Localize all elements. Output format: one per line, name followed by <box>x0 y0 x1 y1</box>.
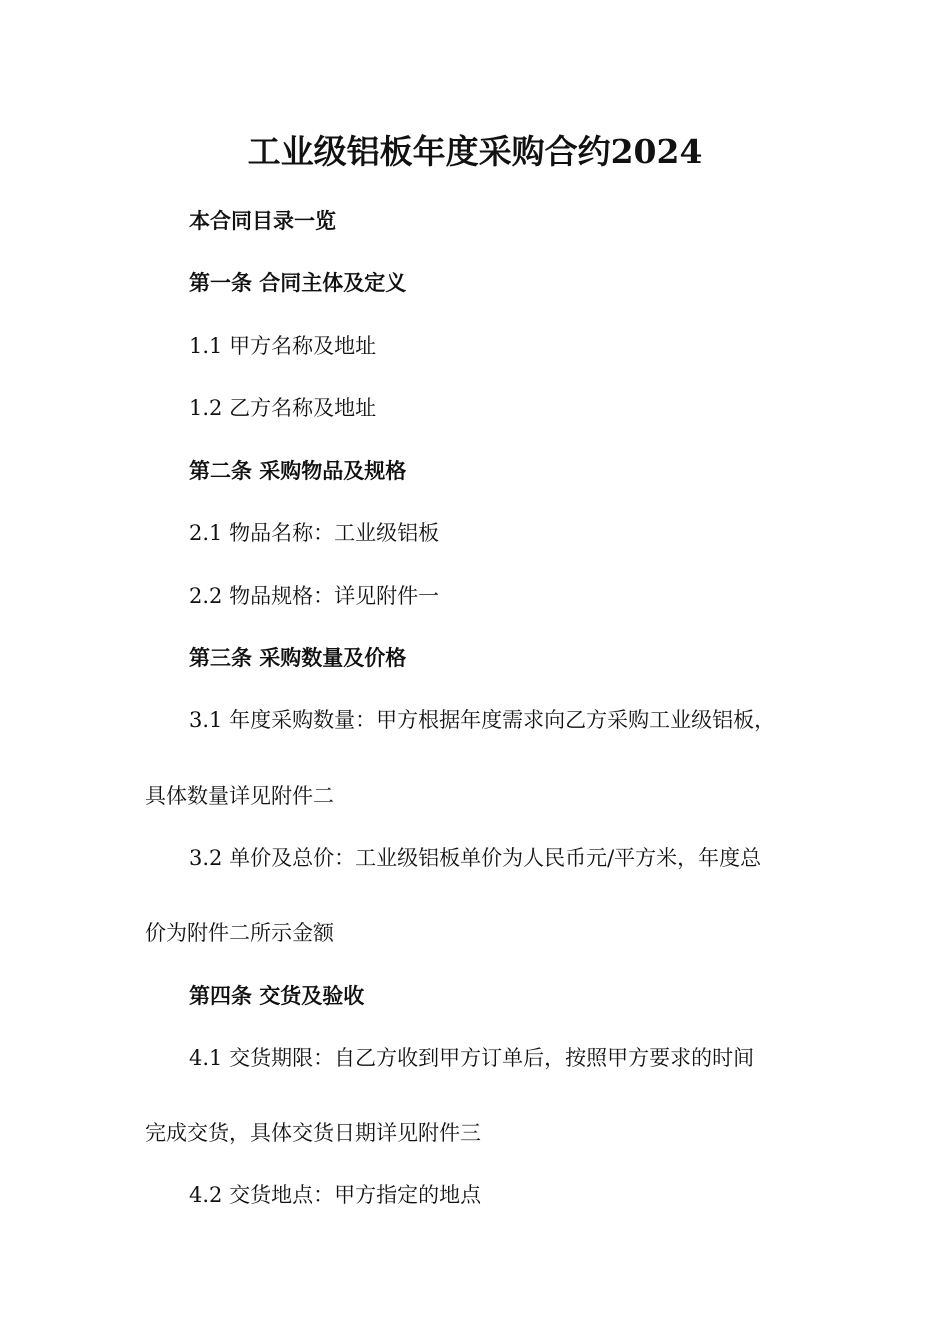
clause-3-1-line2: 具体数量详见附件二 <box>145 784 334 808</box>
clause-3-2-line1: 3.2 单价及总价：工业级铝板单价为人民币元/平方米，年度总 <box>189 846 762 870</box>
clause-2-1: 2.1 物品名称：工业级铝板 <box>189 521 440 545</box>
section-2-heading: 第二条 采购物品及规格 <box>189 458 407 483</box>
document-title: 工业级铝板年度采购合约2024 <box>247 132 703 171</box>
clause-1-1: 1.1 甲方名称及地址 <box>189 334 377 358</box>
toc-heading: 本合同目录一览 <box>189 208 336 233</box>
section-1-heading: 第一条 合同主体及定义 <box>189 270 407 295</box>
clause-4-1-line1: 4.1 交货期限：自乙方收到甲方订单后，按照甲方要求的时间 <box>189 1046 755 1070</box>
clause-3-1-line1: 3.1 年度采购数量：甲方根据年度需求向乙方采购工业级铝板， <box>189 708 776 732</box>
clause-2-2: 2.2 物品规格：详见附件一 <box>189 584 440 608</box>
section-4-heading: 第四条 交货及验收 <box>189 983 365 1008</box>
clause-1-2: 1.2 乙方名称及地址 <box>189 396 377 420</box>
clause-4-2: 4.2 交货地点：甲方指定的地点 <box>189 1183 482 1207</box>
clause-3-2-line2: 价为附件二所示金额 <box>145 921 334 945</box>
section-3-heading: 第三条 采购数量及价格 <box>189 645 407 670</box>
clause-4-1-line2: 完成交货，具体交货日期详见附件三 <box>145 1121 481 1145</box>
